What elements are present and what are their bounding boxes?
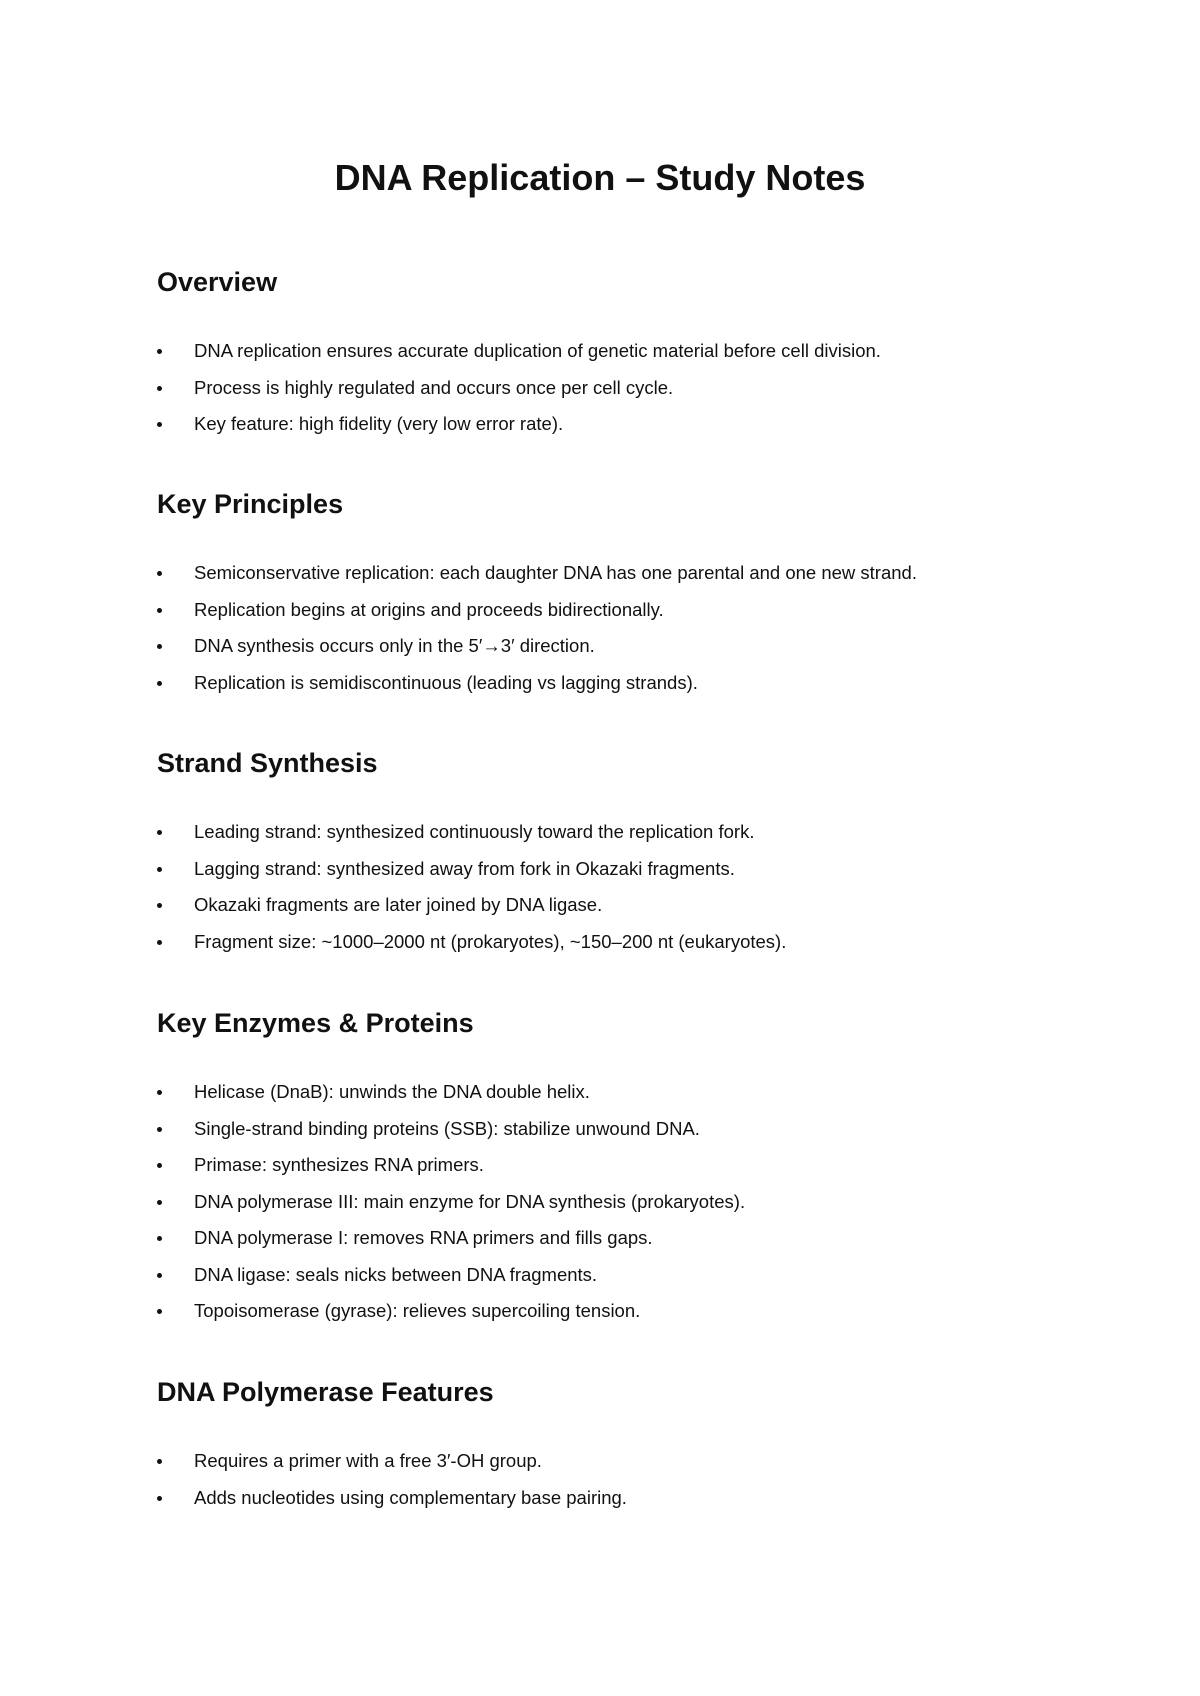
bullet-icon	[157, 349, 162, 354]
bullet-icon	[157, 1200, 162, 1205]
section-strand-synthesis	[157, 746, 1057, 966]
list-item-text: DNA ligase: seals nicks between DNA fragments.	[194, 1263, 598, 1285]
list-item-text: Leading strand: synthesized continuously toward the replication fork.	[194, 821, 755, 842]
section-overview	[157, 265, 1057, 449]
section-key-enzymes	[157, 1006, 1057, 1336]
section-heading: Key Principles	[157, 489, 344, 519]
list-item	[157, 339, 1057, 376]
section-heading: Overview	[157, 267, 278, 297]
list-item	[157, 930, 1057, 967]
bullet-icon	[157, 681, 162, 686]
bullet-icon	[157, 608, 162, 613]
bullet-icon	[157, 1273, 162, 1278]
list-item	[157, 1263, 1057, 1300]
section-heading: Key Enzymes & Proteins	[157, 1008, 474, 1038]
list-item	[157, 857, 1057, 894]
list-item	[157, 1117, 1057, 1154]
document-title: DNA Replication – Study Notes	[334, 157, 866, 198]
list-item-text: DNA synthesis occurs only in the 5′→3′ direction.	[194, 635, 595, 656]
list-item-text: Key feature: high fidelity (very low error rate).	[194, 413, 564, 434]
list-item	[157, 1190, 1057, 1227]
list-item-text: Single-strand binding proteins (SSB): stabilize unwound DNA.	[194, 1117, 700, 1139]
list-item	[157, 1080, 1057, 1117]
list-item-text: DNA polymerase I: removes RNA primers and fills gaps.	[194, 1227, 653, 1248]
list-item	[157, 634, 1057, 671]
bullet-icon	[157, 386, 162, 391]
bullet-icon	[157, 940, 162, 945]
list-item	[157, 1449, 1057, 1486]
list-item	[157, 561, 1057, 598]
list-item	[157, 1486, 1057, 1523]
list-item-text: Replication begins at origins and proceeds bidirectionally.	[194, 598, 664, 620]
bullet-icon	[157, 1163, 162, 1168]
bullet-list	[157, 1080, 1057, 1336]
section-heading: Strand Synthesis	[157, 748, 378, 778]
list-item	[157, 820, 1057, 857]
list-item-text: Semiconservative replication: each daughter DNA has one parental and one new strand.	[194, 562, 917, 583]
list-item-text: Primase: synthesizes RNA primers.	[194, 1154, 484, 1175]
list-item-text: Okazaki fragments are later joined by DNA ligase.	[194, 894, 603, 915]
bullet-icon	[157, 830, 162, 835]
bullet-icon	[157, 1127, 162, 1132]
list-item	[157, 893, 1057, 930]
list-item-text: Lagging strand: synthesized away from fork in Okazaki fragments.	[194, 857, 735, 879]
section-heading: DNA Polymerase Features	[157, 1377, 494, 1407]
bullet-icon	[157, 1459, 162, 1464]
section-key-principles	[157, 487, 1057, 707]
list-item	[157, 412, 1057, 449]
bullet-icon	[157, 1309, 162, 1314]
list-item	[157, 598, 1057, 635]
list-item	[157, 376, 1057, 413]
bullet-icon	[157, 571, 162, 576]
list-item-text: Adds nucleotides using complementary base pairing.	[194, 1486, 627, 1508]
bullet-icon	[157, 1496, 162, 1501]
bullet-icon	[157, 1236, 162, 1241]
bullet-list	[157, 1449, 1057, 1522]
bullet-icon	[157, 903, 162, 908]
section-dna-polymerase-features	[157, 1375, 1057, 1522]
list-item-text: Helicase (DnaB): unwinds the DNA double helix.	[194, 1081, 590, 1102]
list-item	[157, 1226, 1057, 1263]
bullet-icon	[157, 422, 162, 427]
list-item	[157, 1299, 1057, 1336]
bullet-list	[157, 561, 1057, 707]
list-item-text: Replication is semidiscontinuous (leading vs lagging strands).	[194, 671, 698, 693]
bullet-list	[157, 339, 1057, 449]
list-item-text: Process is highly regulated and occurs once per cell cycle.	[194, 376, 674, 398]
list-item-text: DNA polymerase III: main enzyme for DNA synthesis (prokaryotes).	[194, 1190, 746, 1212]
list-item-text: Fragment size: ~1000–2000 nt (prokaryotes), ~150–200 nt (eukaryotes).	[194, 930, 787, 952]
list-item	[157, 671, 1057, 708]
bullet-icon	[157, 644, 162, 649]
list-item-text: Requires a primer with a free 3′-OH group.	[194, 1450, 542, 1471]
list-item-text: Topoisomerase (gyrase): relieves supercoiling tension.	[194, 1300, 641, 1321]
list-item	[157, 1153, 1057, 1190]
list-item-text: DNA replication ensures accurate duplication of genetic material before cell division.	[194, 340, 881, 361]
bullet-icon	[157, 867, 162, 872]
bullet-icon	[157, 1090, 162, 1095]
bullet-list	[157, 820, 1057, 966]
